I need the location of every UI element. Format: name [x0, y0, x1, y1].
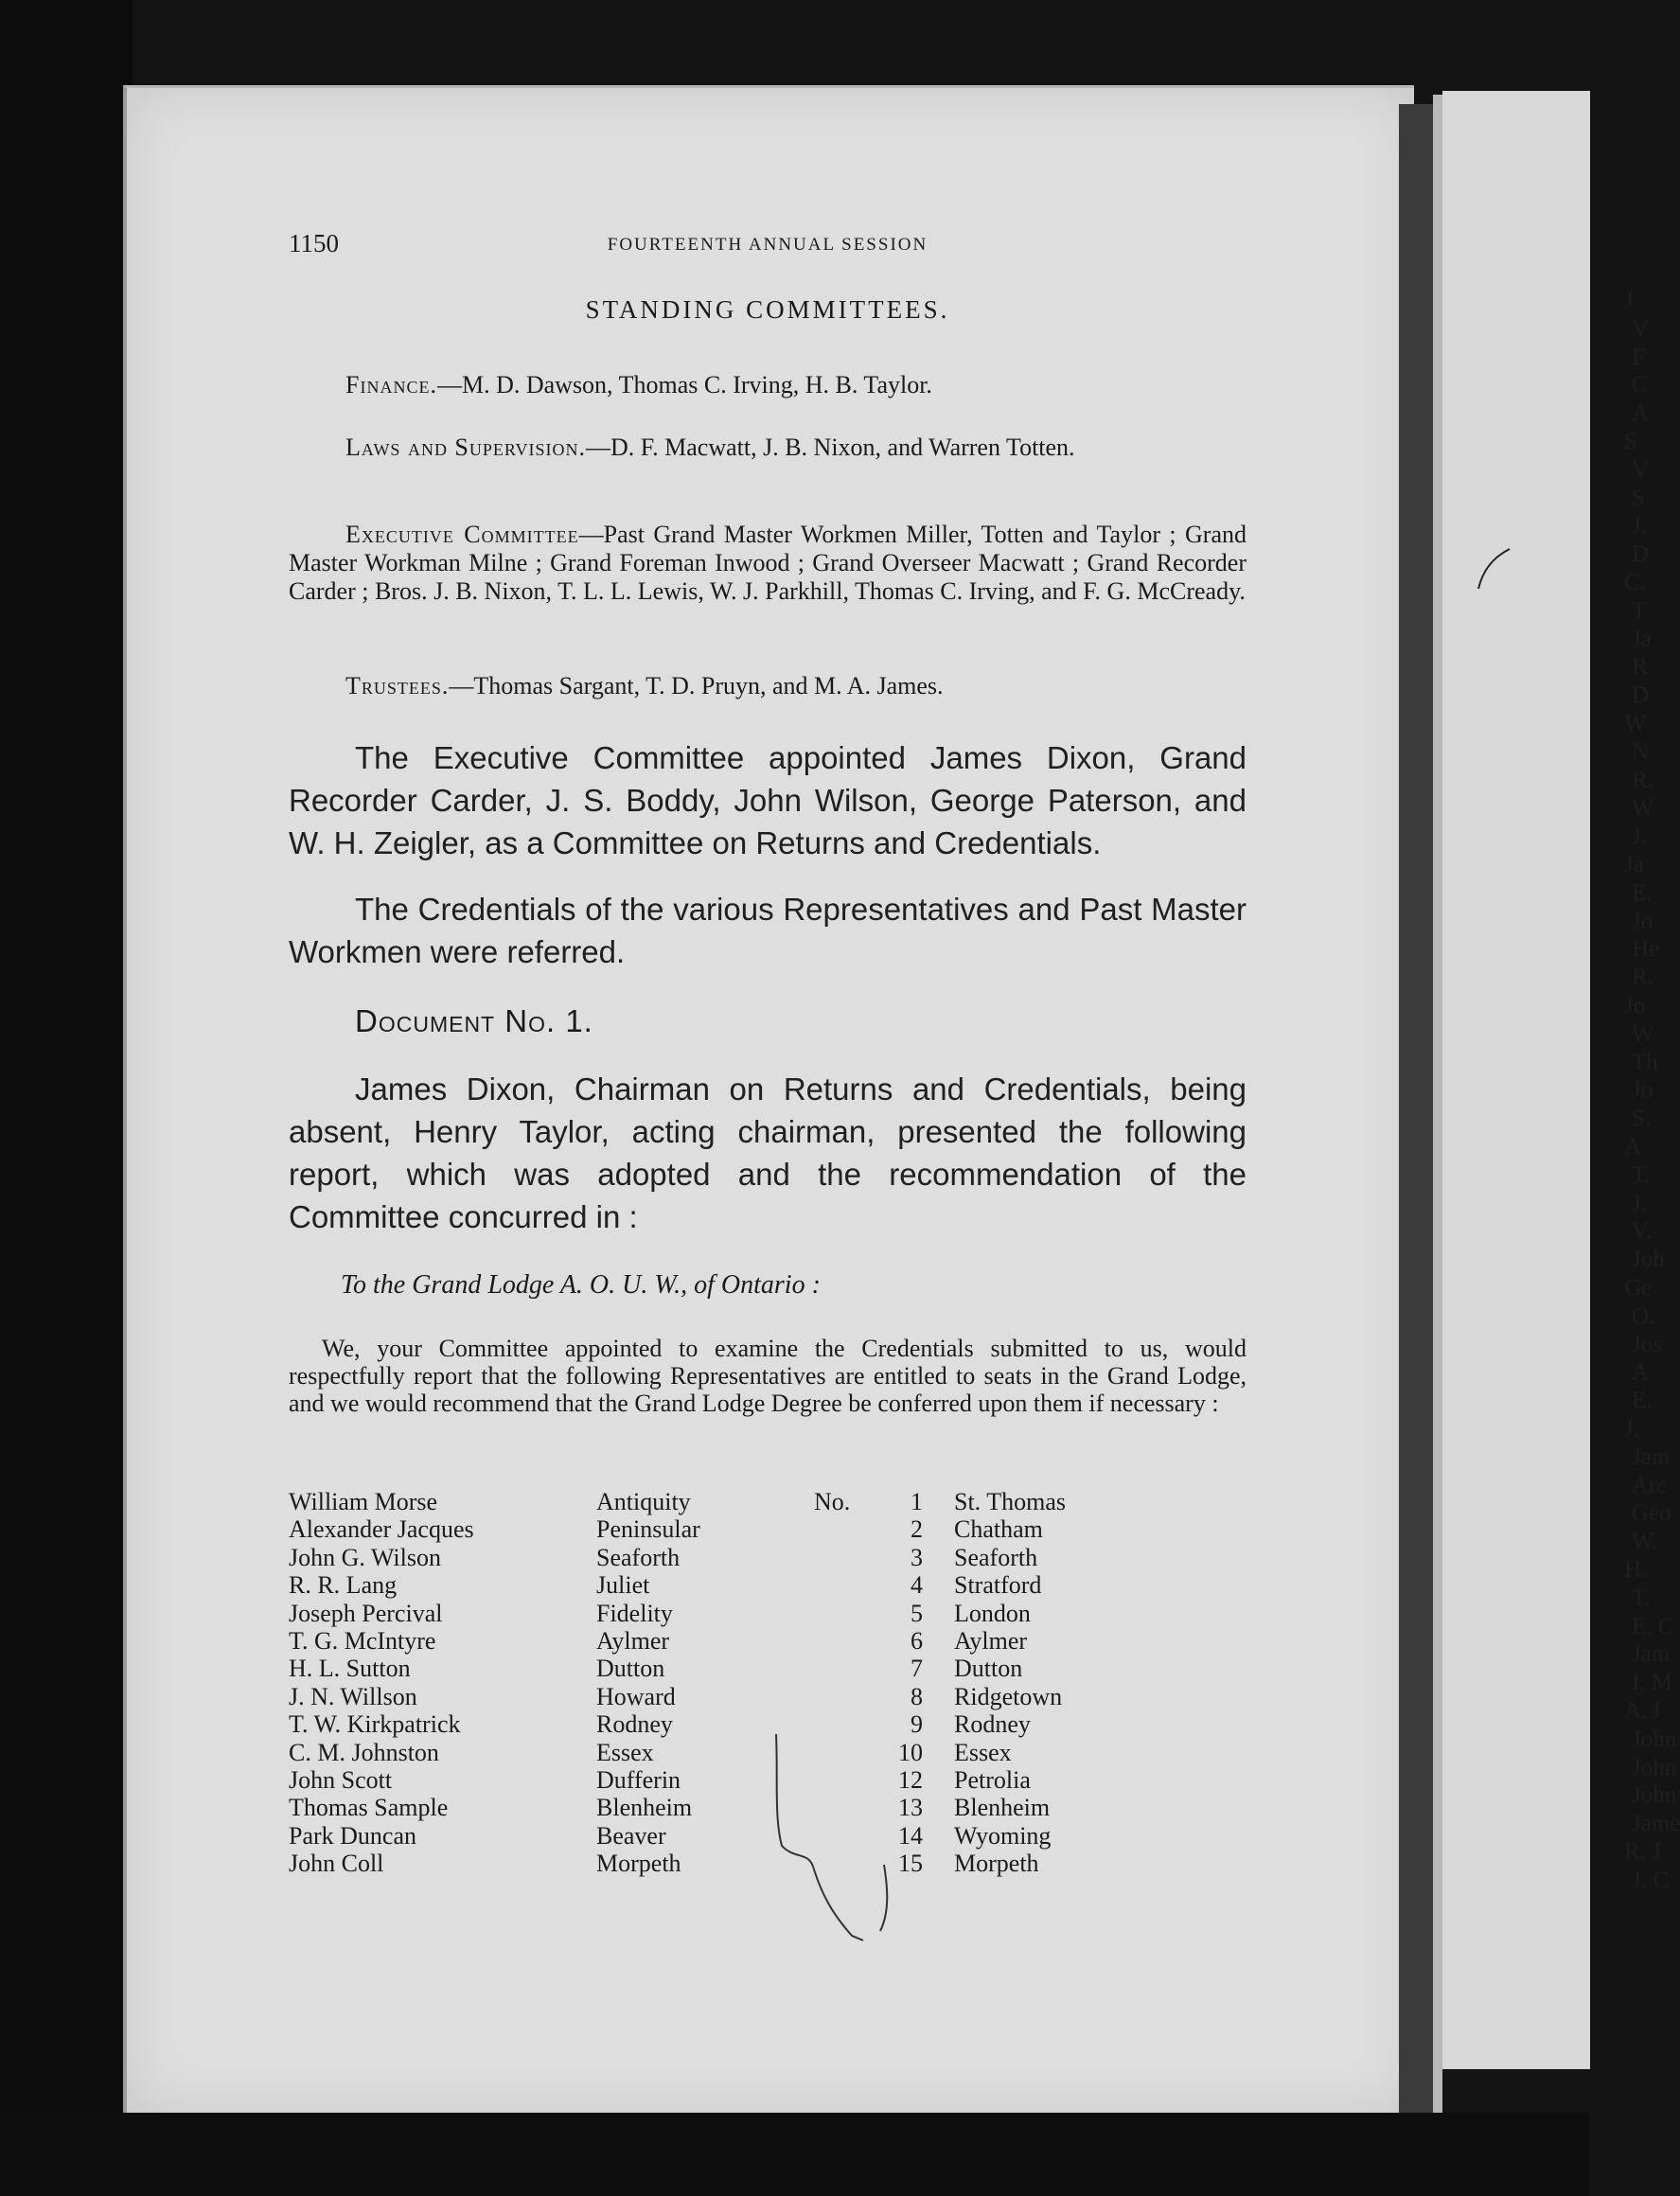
lodge-name: Beaver	[596, 1821, 666, 1850]
adjacent-page-fragment: Jo	[1632, 908, 1653, 934]
adjacent-page-fragment: W	[1632, 1020, 1654, 1047]
adjacent-page-fragment: S.	[1632, 1106, 1652, 1132]
adjacent-page-fragment: E.	[1632, 879, 1653, 906]
committee-lead: Finance.	[345, 371, 437, 398]
adjacent-page-fragment: J.	[1632, 1190, 1647, 1216]
appointment-paragraph: The Executive Committee appointed James Dixon, Grand Recorder Carder, J. S. Boddy, John Wilson, George Paterson, and W. H. Zeigler, as a Committee on Returns and Credentials.	[289, 740, 1247, 860]
adjacent-page-fragment: Ja	[1632, 626, 1652, 652]
representative-name: John G. Wilson	[289, 1543, 441, 1571]
adjacent-page-fragment: Jam	[1632, 1641, 1671, 1668]
lodge-number: 7	[911, 1655, 923, 1683]
adjacent-page-fragment: John	[1632, 1782, 1677, 1809]
lodge-location: Essex	[954, 1738, 1012, 1766]
lodge-name: Seaforth	[596, 1543, 681, 1571]
adjacent-page-fragment: D	[1632, 541, 1650, 568]
adjacent-page-fragment: Ge	[1624, 1275, 1653, 1301]
lodge-name: Dutton	[596, 1655, 665, 1683]
adjacent-page-fragment: C.	[1624, 570, 1646, 595]
representative-name: Alexander Jacques	[289, 1515, 474, 1544]
adjacent-page-fragment: A	[1632, 400, 1650, 427]
lodge-location: Seaforth	[954, 1543, 1038, 1571]
adjacent-page-fragment: Jo	[1632, 1077, 1653, 1104]
representative-name: T. G. McIntyre	[289, 1626, 436, 1655]
lodge-location: Dutton	[954, 1655, 1023, 1683]
representative-name: R. R. Lang	[289, 1571, 398, 1600]
report-address: To the Grand Lodge A. O. U. W., of Ontario :	[341, 1270, 821, 1300]
lodge-name: Howard	[596, 1682, 676, 1710]
lodge-name: Juliet	[596, 1571, 650, 1600]
lodge-location: Chatham	[954, 1515, 1043, 1544]
adjacent-page-fragment: Jos	[1632, 1331, 1662, 1357]
adjacent-page-fragment: W.	[1632, 1529, 1658, 1555]
lodge-location: Petrolia	[954, 1765, 1031, 1794]
representative-name: T. W. Kirkpatrick	[289, 1710, 461, 1739]
representative-name: J. N. Willson	[289, 1682, 417, 1710]
lodge-location: Morpeth	[954, 1850, 1039, 1878]
adjacent-page-fragment: Arc	[1632, 1472, 1668, 1498]
presentation-paragraph: James Dixon, Chairman on Returns and Credentials, being absent, Henry Taylor, acting chairman, presented the following report, which was adopted and the recommendation of the Committee concurred in :	[289, 1071, 1247, 1234]
document-heading: Document No. 1.	[355, 1003, 593, 1038]
adjacent-page-fragment: A	[1632, 1359, 1650, 1386]
lodge-location: Stratford	[954, 1571, 1042, 1600]
lodge-name: Essex	[596, 1738, 654, 1766]
adjacent-page-fragment: V	[1632, 315, 1650, 342]
lodge-number: 9	[911, 1710, 923, 1739]
lodge-number: 1	[911, 1488, 923, 1515]
adjacent-page-fragment: E. C	[1632, 1613, 1674, 1639]
adjacent-page-fragment: S	[1624, 429, 1637, 454]
lodge-number: 4	[911, 1571, 923, 1600]
adjacent-page-fragment: He	[1632, 936, 1660, 963]
running-title: FOURTEENTH ANNUAL SESSION	[607, 235, 928, 255]
adjacent-page-fragment: N	[1632, 738, 1650, 765]
lodge-location: Ridgetown	[954, 1682, 1063, 1710]
representative-name: C. M. Johnston	[289, 1738, 439, 1766]
representative-name: Park Duncan	[289, 1821, 417, 1850]
lodge-name: Peninsular	[596, 1515, 700, 1544]
lodge-number: 14	[898, 1821, 923, 1850]
adjacent-page-fragment: Jam	[1632, 1443, 1671, 1470]
adjacent-page-fragment: Ja	[1624, 852, 1644, 877]
adjacent-page-fragment: Jame	[1632, 1811, 1680, 1837]
adjacent-page-fragment: O.	[1632, 1302, 1655, 1329]
adjacent-page-fragment: J.	[1624, 1416, 1639, 1442]
credentials-paragraph: The Credentials of the various Representatives and Past Master Workmen were referred.	[289, 892, 1247, 969]
adjacent-page-fragment: I. M	[1632, 1670, 1673, 1696]
lodge-number: 15	[898, 1850, 923, 1878]
lodge-number: 10	[898, 1738, 923, 1766]
representative-name: Joseph Percival	[289, 1599, 443, 1627]
committee-text: —Thomas Sargant, T. D. Pruyn, and M. A. James.	[449, 672, 944, 700]
adjacent-page-fragment: T	[1632, 597, 1647, 624]
adjacent-page-fragment: E.	[1632, 1388, 1653, 1414]
adjacent-page-fragment: A	[1624, 1134, 1642, 1160]
adjacent-page-fragment: R.	[1632, 767, 1653, 793]
adjacent-page-fragment: R. J	[1624, 1839, 1661, 1865]
representative-name: H. L. Sutton	[289, 1655, 411, 1683]
committee-text: —D. F. Macwatt, J. B. Nixon, and Warren Totten.	[585, 434, 1075, 461]
adjacent-page-fragment: T.	[1632, 1585, 1651, 1611]
lodge-name: Dufferin	[596, 1765, 681, 1794]
lodge-location: Wyoming	[954, 1821, 1052, 1850]
lodge-number: 13	[898, 1794, 923, 1822]
adjacent-page-fragment: T.	[1632, 1161, 1651, 1188]
adjacent-page-fragment: J.	[1632, 513, 1647, 540]
lodge-name: Rodney	[596, 1710, 673, 1739]
lodge-name: Aylmer	[596, 1626, 670, 1655]
committee-lead: Laws and Supervision.	[345, 434, 586, 461]
lodge-number: 6	[911, 1626, 923, 1655]
lodge-number: 2	[911, 1515, 923, 1544]
lodge-name: Morpeth	[596, 1850, 681, 1878]
adjacent-page-fragment: W	[1624, 711, 1647, 736]
adjacent-page-fragment: Joh	[1632, 1247, 1665, 1273]
adjacent-page-fragment: R	[1632, 654, 1648, 681]
lodge-location: St. Thomas	[954, 1488, 1066, 1515]
report-body: We, your Committee appointed to examine the Credentials submitted to us, would respectfully report that the following Representatives are entitled to seats in the Grand Lodge, and we would recommend that the Grand Lodge Degree be conferred upon them if necessary :	[289, 1335, 1247, 1417]
page-number: 1150	[289, 229, 339, 257]
lodge-name: Fidelity	[596, 1599, 673, 1627]
adjacent-page-fragment: S	[1632, 485, 1645, 511]
adjacent-page-fragment: A. I	[1624, 1698, 1661, 1724]
lodge-location: Aylmer	[954, 1626, 1028, 1655]
committee-lead: Trustees.	[345, 672, 450, 700]
committee-text: —M. D. Dawson, Thomas C. Irving, H. B. Taylor.	[436, 371, 932, 398]
adjacent-page-fragment: John	[1632, 1754, 1677, 1780]
lodge-name: Antiquity	[596, 1488, 691, 1515]
adjacent-page-fragment: F	[1632, 344, 1645, 370]
adjacent-page-fragment: John	[1632, 1726, 1677, 1752]
lodge-number: 12	[898, 1765, 923, 1794]
committee-text: —Past Grand Master Workmen Miller, Totten and Taylor ; Grand Master Workman Milne ; Grand Foreman Inwood ; Grand Overseer Macwatt ; Grand Recorder Carder ; Bros. J. B. Nixon, T. L. L. Lewis, W. J. Parkhill, Thomas C. Irving, and F. G. McCready.	[289, 521, 1247, 605]
adjacent-page-fragment: Jo	[1624, 993, 1646, 1018]
representative-name: John Coll	[289, 1850, 384, 1878]
representative-name: William Morse	[289, 1488, 438, 1515]
representative-name: Thomas Sample	[289, 1794, 449, 1822]
adjacent-page-fragment: D	[1632, 682, 1650, 709]
lodge-location: London	[954, 1599, 1031, 1627]
adjacent-page-fragment: J. C	[1632, 1867, 1669, 1893]
adjacent-page-fragment: R.	[1632, 965, 1653, 991]
lodge-name: Blenheim	[596, 1794, 693, 1822]
lodge-number: 5	[911, 1599, 923, 1627]
adjacent-page-fragment: V	[1632, 456, 1650, 483]
adjacent-page-fragment: W	[1632, 795, 1654, 822]
adjacent-page-fragment: H.	[1624, 1557, 1648, 1583]
adjacent-page-fragment: J	[1624, 288, 1634, 313]
adjacent-page-fragment: C	[1632, 372, 1648, 398]
lodge-location: Rodney	[954, 1710, 1031, 1739]
adjacent-page-fragment: J.	[1632, 824, 1647, 850]
adjacent-page-fragment: Geo	[1632, 1500, 1671, 1527]
lodge-number: 3	[911, 1543, 923, 1571]
representative-name: John Scott	[289, 1765, 393, 1794]
adjacent-page-fragment: V.	[1632, 1218, 1653, 1245]
section-title: STANDING COMMITTEES.	[585, 295, 950, 324]
lodge-number-label: No.	[814, 1488, 851, 1515]
committee-lead: Executive Committee	[345, 521, 579, 548]
lodge-number: 8	[911, 1682, 923, 1710]
adjacent-page-fragment: Th	[1632, 1049, 1658, 1075]
lodge-location: Blenheim	[954, 1794, 1051, 1822]
